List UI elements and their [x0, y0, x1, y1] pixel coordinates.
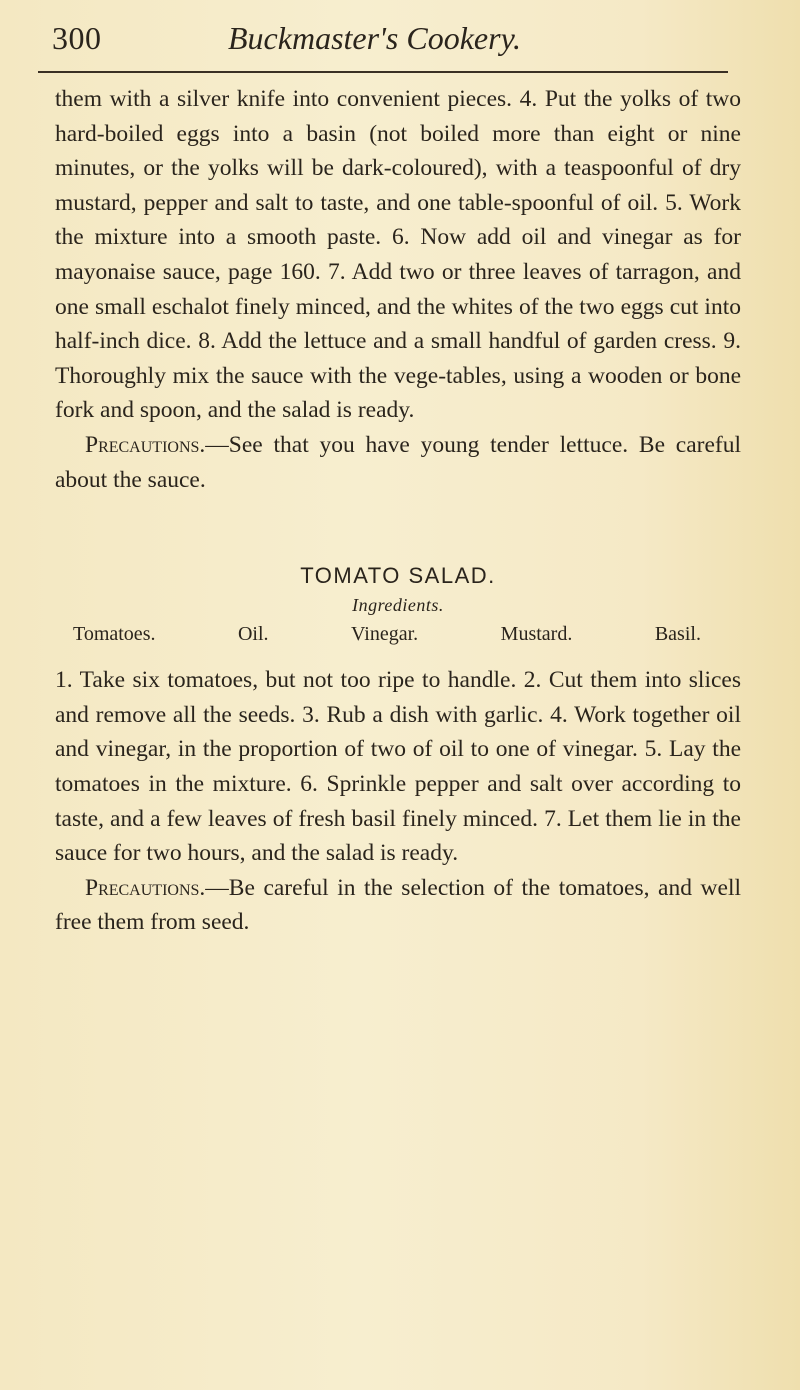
recipe-title: TOMATO SALAD.	[300, 563, 496, 589]
ingredient-item: Mustard.	[500, 623, 573, 646]
precautions-text: —See that you have young tender lettuce. Be careful about the sauce.	[55, 431, 741, 493]
page-body	[55, 82, 741, 940]
running-head	[52, 14, 742, 70]
tomato-precautions-text: —Be careful in the selection of the tomatoes, and well free them from seed.	[55, 874, 741, 936]
tomato-precautions-label: Precautions.	[85, 874, 206, 901]
ingredient-item: Basil.	[654, 623, 701, 646]
ingredient-item: Oil.	[237, 623, 269, 646]
precautions-label: Precautions.	[85, 431, 206, 458]
ingredients-heading: Ingredients.	[352, 595, 444, 616]
tomato-precautions-paragraph	[55, 871, 741, 940]
ingredients-list	[55, 619, 741, 649]
page	[52, 14, 742, 70]
page-number: 300	[52, 20, 102, 56]
book-title: Buckmaster's Cookery.	[228, 20, 521, 56]
header-rule	[38, 71, 728, 73]
tomato-method-paragraph: 1. Take six tomatoes, but not too ripe to handle. 2. Cut them into slices and remove all the seeds. 3. Rub a dish with garlic. 4. Work together oil and vinegar, in the proportion of two of oil to one of vinegar. 5. Lay the tomatoes in the mixture. 6. Sprinkle pepper and salt over according to taste, and a few leaves of fresh basil finely minced. 7. Let them lie in the sauce for two hours, and the salad is ready.	[55, 667, 741, 867]
precautions-paragraph	[55, 428, 741, 497]
ingredient-item: Tomatoes.	[73, 623, 156, 646]
ingredient-item: Vinegar.	[351, 623, 419, 646]
continued-method-paragraph: them with a silver knife into convenient pieces. 4. Put the yolks of two hard-boiled eggs into a basin (not boiled more than eight or nine minutes, or the yolks will be dark-coloured), with a teaspoonful of dry mustard, pepper and salt to taste, and one table-spoonful of oil. 5. Work the mixture into a smooth paste. 6. Now add oil and vinegar as for mayonaise sauce, page 160. 7. Add two or three leaves of tarragon, and one small eschalot finely minced, and the whites of the two eggs cut into half-inch dice. 8. Add the lettuce and a small handful of garden cress. 9. Thoroughly mix the sauce with the vege-tables, using a wooden or bone fork and spoon, and the salad is ready.	[55, 86, 741, 424]
